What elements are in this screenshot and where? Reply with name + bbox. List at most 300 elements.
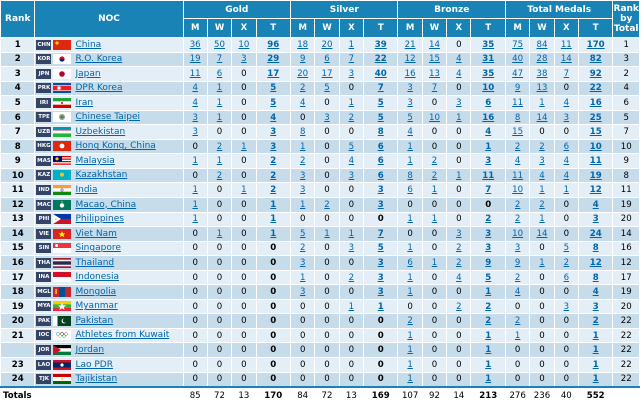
s-w-cell[interactable]: 2 <box>315 198 339 213</box>
t-t-cell[interactable]: 12 <box>578 256 612 271</box>
t-m-cell[interactable]: 1 <box>505 328 529 343</box>
s-x-cell[interactable]: 1 <box>339 299 363 314</box>
g-m-cell[interactable]: 1 <box>183 212 207 227</box>
b-w-cell: 0 <box>422 198 446 213</box>
s-w-cell[interactable]: 5 <box>315 81 339 96</box>
t-t-cell[interactable]: 4 <box>578 198 612 213</box>
table-row <box>1 328 640 343</box>
t-w-cell[interactable]: 28 <box>530 52 554 67</box>
table-row <box>1 227 640 242</box>
b-m-cell[interactable]: 1 <box>398 139 422 154</box>
t-t-cell[interactable]: 1 <box>578 343 612 358</box>
b-x-cell: 0 <box>447 212 471 227</box>
g-w-cell[interactable]: 1 <box>207 154 231 169</box>
b-m-cell[interactable]: 12 <box>398 52 422 67</box>
country-link[interactable]: Iran <box>75 97 94 108</box>
g-m-cell[interactable]: 1 <box>183 183 207 198</box>
s-t-cell[interactable]: 3 <box>364 183 398 198</box>
t-x-cell[interactable]: 3 <box>554 299 578 314</box>
t-t-cell[interactable]: 4 <box>578 285 612 300</box>
s-w-cell[interactable]: 3 <box>315 110 339 125</box>
s-w-cell[interactable]: 17 <box>315 67 339 82</box>
s-x-cell[interactable]: 2 <box>339 110 363 125</box>
t-w-cell[interactable]: 1 <box>530 183 554 198</box>
b-x-cell[interactable]: 4 <box>447 67 471 82</box>
t-x-cell[interactable]: 4 <box>554 154 578 169</box>
t-t-cell[interactable]: 25 <box>578 110 612 125</box>
t-w-cell[interactable]: 1 <box>530 96 554 111</box>
b-t-cell[interactable]: 5 <box>471 270 506 285</box>
b-x-cell[interactable]: 2 <box>447 241 471 256</box>
b-w-cell[interactable]: 1 <box>422 212 446 227</box>
t-t-cell[interactable]: 1 <box>578 328 612 343</box>
g-x-cell: 0 <box>232 372 256 387</box>
g-w-cell[interactable]: 7 <box>207 52 231 67</box>
b-x-cell[interactable]: 1 <box>447 168 471 183</box>
b-t-cell[interactable]: 1 <box>471 372 506 387</box>
g-w-cell: 0 <box>207 343 231 358</box>
t-m-cell[interactable]: 75 <box>505 38 529 53</box>
s-x-cell[interactable]: 3 <box>339 241 363 256</box>
g-t-cell[interactable]: 3 <box>256 125 291 140</box>
g-x-cell[interactable]: 1 <box>232 139 256 154</box>
t-t-cell[interactable]: 3 <box>578 299 612 314</box>
rank-by-total-cell: 10 <box>613 139 640 154</box>
table-row <box>1 358 640 373</box>
country-link[interactable]: Jordan <box>75 345 105 355</box>
s-t-cell[interactable]: 7 <box>364 227 398 242</box>
b-t-cell[interactable]: 1 <box>471 328 506 343</box>
b-m-cell[interactable]: 1 <box>398 328 422 343</box>
b-w-cell[interactable]: 10 <box>422 110 446 125</box>
table-row <box>1 110 640 125</box>
b-w-cell[interactable]: 2 <box>422 168 446 183</box>
country-link[interactable]: Hong Kong, China <box>75 141 156 152</box>
b-m-cell[interactable]: 16 <box>398 67 422 82</box>
noc-code: SIN <box>36 243 51 253</box>
country-link[interactable]: Athletes from Kuwait <box>75 330 170 341</box>
flag-group <box>36 69 72 79</box>
s-x-cell[interactable]: 3 <box>339 168 363 183</box>
t-m-cell[interactable]: 40 <box>505 52 529 67</box>
t-w-cell[interactable]: 14 <box>530 227 554 242</box>
b-t-cell[interactable]: 11 <box>471 168 506 183</box>
t-m-cell[interactable]: 2 <box>505 139 529 154</box>
s-x-cell[interactable]: 1 <box>339 227 363 242</box>
t-x-cell[interactable]: 6 <box>554 139 578 154</box>
s-m-cell[interactable]: 3 <box>291 285 315 300</box>
s-m-cell[interactable]: 18 <box>291 38 315 53</box>
b-t-cell[interactable]: 3 <box>471 227 506 242</box>
s-m-cell[interactable]: 8 <box>291 125 315 140</box>
t-t-cell[interactable]: 15 <box>578 125 612 140</box>
country-link[interactable]: China <box>75 39 102 50</box>
s-m-cell: 0 <box>291 110 315 125</box>
noc-code: LAO <box>37 361 51 368</box>
t-m-cell[interactable]: 9 <box>505 81 529 96</box>
s-x-cell[interactable]: 7 <box>339 52 363 67</box>
b-m-cell[interactable]: 1 <box>398 241 422 256</box>
g-x-cell: 0 <box>232 358 256 373</box>
t-w-cell[interactable]: 4 <box>530 168 554 183</box>
s-m-cell[interactable]: 3 <box>291 168 315 183</box>
b-t-cell[interactable]: 3 <box>471 241 506 256</box>
t-x-cell: 0 <box>554 212 578 227</box>
country-link[interactable]: Malaysia <box>75 155 115 166</box>
s-m-cell[interactable]: 9 <box>291 52 315 67</box>
g-w-cell[interactable]: 1 <box>207 227 231 242</box>
t-w-cell[interactable]: 13 <box>530 81 554 96</box>
noc-cell <box>35 81 183 96</box>
s-t-cell[interactable]: 22 <box>364 52 398 67</box>
country-link[interactable]: DPR Korea <box>75 83 123 94</box>
country-link[interactable]: Tajikistan <box>75 373 118 384</box>
g-m-cell[interactable]: 3 <box>183 110 207 125</box>
t-t-cell[interactable]: 3 <box>578 212 612 227</box>
g-w-cell[interactable]: 50 <box>207 38 231 53</box>
table-row <box>1 314 640 329</box>
b-t-cell[interactable]: 9 <box>471 256 506 271</box>
flag-mac-icon <box>53 200 71 210</box>
t-t-cell[interactable]: 82 <box>578 52 612 67</box>
t-m-cell[interactable]: 4 <box>505 154 529 169</box>
s-t-cell[interactable]: 5 <box>364 241 398 256</box>
s-w-cell[interactable]: 6 <box>315 52 339 67</box>
b-x-cell: 0 <box>447 372 471 387</box>
b-m-cell[interactable]: 8 <box>398 168 422 183</box>
g-x-cell[interactable]: 1 <box>232 183 256 198</box>
gold-sub-header-m: M <box>183 19 207 38</box>
country-link[interactable]: Philippines <box>75 214 124 225</box>
b-m-cell[interactable]: 1 <box>398 154 422 169</box>
g-w-cell[interactable]: 1 <box>207 110 231 125</box>
b-x-cell[interactable]: 3 <box>447 227 471 242</box>
country-link[interactable]: Macao, China <box>75 199 137 210</box>
b-w-cell[interactable]: 1 <box>422 256 446 271</box>
g-m-cell[interactable]: 3 <box>183 125 207 140</box>
g-t-cell[interactable]: 1 <box>256 227 291 242</box>
s-x-cell[interactable]: 4 <box>339 154 363 169</box>
t-x-cell[interactable]: 11 <box>554 38 578 53</box>
noc-cell <box>35 52 183 67</box>
s-m-cell[interactable]: 5 <box>291 227 315 242</box>
g-t-cell[interactable]: 1 <box>256 198 291 213</box>
g-m-cell[interactable]: 1 <box>183 154 207 169</box>
g-m-cell[interactable]: 19 <box>183 52 207 67</box>
b-t-cell[interactable]: 31 <box>471 52 506 67</box>
b-m-cell[interactable]: 6 <box>398 256 422 271</box>
rank-cell: 13 <box>1 212 35 227</box>
s-m-cell[interactable]: 4 <box>291 96 315 111</box>
b-x-cell[interactable]: 1 <box>447 110 471 125</box>
g-m-cell: 0 <box>183 358 207 373</box>
t-x-cell[interactable]: 4 <box>554 168 578 183</box>
g-w-cell[interactable]: 1 <box>207 96 231 111</box>
s-m-cell[interactable]: 20 <box>291 67 315 82</box>
b-t-cell[interactable]: 16 <box>471 110 506 125</box>
flag-pak-icon <box>53 316 71 326</box>
b-w-cell: 0 <box>422 125 446 140</box>
b-t-cell[interactable]: 35 <box>471 38 506 53</box>
g-t-cell[interactable]: 5 <box>256 96 291 111</box>
t-t-cell[interactable]: 1 <box>578 358 612 373</box>
t-m-cell[interactable]: 11 <box>505 96 529 111</box>
t-t-cell[interactable]: 10 <box>578 139 612 154</box>
t-w-cell[interactable]: 14 <box>530 110 554 125</box>
g-t-cell: 0 <box>256 372 291 387</box>
t-x-cell[interactable]: 4 <box>554 96 578 111</box>
country-link[interactable]: Myanmar <box>75 301 118 312</box>
b-t-cell[interactable]: 4 <box>471 125 506 140</box>
s-t-cell[interactable]: 3 <box>364 198 398 213</box>
t-m-cell[interactable]: 15 <box>505 125 529 140</box>
t-m-cell[interactable]: 10 <box>505 227 529 242</box>
b-t-cell[interactable]: 10 <box>471 81 506 96</box>
t-m-cell[interactable]: 9 <box>505 256 529 271</box>
t-x-cell[interactable]: 6 <box>554 270 578 285</box>
b-m-cell[interactable]: 1 <box>398 212 422 227</box>
t-t-cell[interactable]: 11 <box>578 154 612 169</box>
t-m-cell[interactable]: 8 <box>505 110 529 125</box>
country-link[interactable]: Mongolia <box>75 286 117 297</box>
t-m-cell[interactable]: 4 <box>505 285 529 300</box>
s-m-cell[interactable]: 1 <box>291 198 315 213</box>
b-m-cell[interactable]: 1 <box>398 285 422 300</box>
t-t-cell[interactable]: 8 <box>578 241 612 256</box>
b-m-cell[interactable]: 1 <box>398 343 422 358</box>
t-m-cell: 0 <box>505 358 529 373</box>
t-m-cell[interactable]: 3 <box>505 241 529 256</box>
t-m-cell[interactable]: 47 <box>505 67 529 82</box>
t-x-cell[interactable]: 3 <box>554 110 578 125</box>
total-s-t-cell: 169 <box>364 387 398 405</box>
s-t-cell[interactable]: 6 <box>364 154 398 169</box>
t-t-cell[interactable]: 8 <box>578 270 612 285</box>
t-w-cell[interactable]: 2 <box>530 139 554 154</box>
s-t-cell[interactable]: 8 <box>364 125 398 140</box>
t-t-cell[interactable]: 22 <box>578 81 612 96</box>
g-m-cell[interactable]: 4 <box>183 81 207 96</box>
s-t-cell[interactable]: 5 <box>364 110 398 125</box>
s-t-cell[interactable]: 5 <box>364 96 398 111</box>
b-m-cell[interactable]: 1 <box>398 372 422 387</box>
flag-mgl-icon <box>53 287 71 297</box>
b-x-cell[interactable]: 4 <box>447 52 471 67</box>
s-m-cell[interactable]: 3 <box>291 256 315 271</box>
g-w-cell[interactable]: 6 <box>207 67 231 82</box>
g-t-cell[interactable]: 2 <box>256 154 291 169</box>
t-x-cell[interactable]: 5 <box>554 241 578 256</box>
b-m-cell[interactable]: 21 <box>398 38 422 53</box>
b-w-cell[interactable]: 13 <box>422 67 446 82</box>
b-t-cell[interactable]: 1 <box>471 358 506 373</box>
b-w-cell[interactable]: 15 <box>422 52 446 67</box>
t-x-cell[interactable]: 7 <box>554 67 578 82</box>
country-link[interactable]: Pakistan <box>75 315 114 326</box>
country-link[interactable]: India <box>75 184 98 195</box>
t-t-cell[interactable]: 16 <box>578 96 612 111</box>
s-w-cell: 0 <box>315 154 339 169</box>
s-w-cell: 0 <box>315 372 339 387</box>
b-m-cell[interactable]: 1 <box>398 270 422 285</box>
g-m-cell[interactable]: 4 <box>183 96 207 111</box>
country-link[interactable]: Lao PDR <box>75 359 113 370</box>
g-t-cell[interactable]: 1 <box>256 212 291 227</box>
g-t-cell[interactable]: 5 <box>256 81 291 96</box>
s-t-cell[interactable]: 6 <box>364 139 398 154</box>
t-w-cell[interactable]: 2 <box>530 198 554 213</box>
s-m-cell[interactable]: 2 <box>291 154 315 169</box>
g-m-cell: 0 <box>183 285 207 300</box>
silver-sub-header-t: T <box>364 19 398 38</box>
b-t-cell[interactable]: 35 <box>471 67 506 82</box>
t-t-cell[interactable]: 12 <box>578 183 612 198</box>
b-x-cell[interactable]: 4 <box>447 270 471 285</box>
t-m-cell[interactable]: 2 <box>505 198 529 213</box>
t-m-cell: 0 <box>505 372 529 387</box>
noc-code: HKG <box>37 143 51 150</box>
g-t-cell: 0 <box>256 270 291 285</box>
country-link[interactable]: Viet Nam <box>75 228 117 239</box>
b-t-cell[interactable]: 1 <box>471 285 506 300</box>
rank-by-total-cell: 17 <box>613 270 640 285</box>
t-x-cell[interactable]: 2 <box>554 256 578 271</box>
country-link[interactable]: Singapore <box>75 243 121 254</box>
s-t-cell[interactable]: 3 <box>364 256 398 271</box>
t-x-cell[interactable]: 1 <box>554 183 578 198</box>
g-t-cell[interactable]: 3 <box>256 139 291 154</box>
t-m-cell[interactable]: 2 <box>505 314 529 329</box>
s-x-cell[interactable]: 3 <box>339 67 363 82</box>
g-x-cell[interactable]: 10 <box>232 38 256 53</box>
b-m-cell[interactable]: 2 <box>398 314 422 329</box>
b-m-cell[interactable]: 6 <box>398 183 422 198</box>
b-w-cell[interactable]: 2 <box>422 154 446 169</box>
s-t-cell[interactable]: 7 <box>364 81 398 96</box>
b-w-cell[interactable]: 1 <box>422 183 446 198</box>
g-m-cell[interactable]: 1 <box>183 198 207 213</box>
s-m-cell[interactable]: 3 <box>291 183 315 198</box>
b-w-cell[interactable]: 7 <box>422 81 446 96</box>
s-m-cell[interactable]: 1 <box>291 139 315 154</box>
noc-code: JOR <box>36 345 51 355</box>
b-x-cell[interactable]: 3 <box>447 96 471 111</box>
t-w-cell[interactable]: 84 <box>530 38 554 53</box>
country-link[interactable]: Thailand <box>75 257 115 268</box>
g-w-cell[interactable]: 2 <box>207 139 231 154</box>
g-t-cell[interactable]: 17 <box>256 67 291 82</box>
g-t-cell[interactable]: 29 <box>256 52 291 67</box>
g-t-cell[interactable]: 2 <box>256 168 291 183</box>
s-m-cell[interactable]: 2 <box>291 81 315 96</box>
b-t-cell[interactable]: 6 <box>471 96 506 111</box>
g-m-cell[interactable]: 36 <box>183 38 207 53</box>
t-t-cell[interactable]: 24 <box>578 227 612 242</box>
rank-cell: 20 <box>1 314 35 329</box>
b-t-cell[interactable]: 1 <box>471 343 506 358</box>
s-x-cell[interactable]: 1 <box>339 38 363 53</box>
noc-code: IOC <box>36 330 51 340</box>
b-m-cell[interactable]: 4 <box>398 125 422 140</box>
g-w-cell[interactable]: 1 <box>207 81 231 96</box>
b-w-cell: 0 <box>422 328 446 343</box>
g-x-cell[interactable]: 3 <box>232 52 256 67</box>
noc-code: PAK <box>37 317 50 324</box>
t-m-cell[interactable]: 10 <box>505 183 529 198</box>
g-x-cell: 0 <box>232 328 256 343</box>
t-m-cell[interactable]: 11 <box>505 168 529 183</box>
t-w-cell[interactable]: 1 <box>530 256 554 271</box>
b-m-cell[interactable]: 5 <box>398 110 422 125</box>
b-m-cell[interactable]: 3 <box>398 96 422 111</box>
t-m-cell[interactable]: 2 <box>505 212 529 227</box>
g-t-cell[interactable]: 96 <box>256 38 291 53</box>
g-t-cell[interactable]: 2 <box>256 183 291 198</box>
s-t-cell[interactable]: 3 <box>364 270 398 285</box>
country-link[interactable]: Uzbekistan <box>75 126 126 137</box>
t-t-cell[interactable]: 170 <box>578 38 612 53</box>
s-m-cell[interactable]: 2 <box>291 241 315 256</box>
g-t-cell[interactable]: 4 <box>256 110 291 125</box>
s-m-cell: 0 <box>291 299 315 314</box>
b-t-cell[interactable]: 1 <box>471 139 506 154</box>
b-t-cell[interactable]: 2 <box>471 212 506 227</box>
g-m-cell[interactable]: 11 <box>183 67 207 82</box>
country-link[interactable]: R.O. Korea <box>75 54 123 65</box>
t-t-cell[interactable]: 19 <box>578 168 612 183</box>
t-w-cell: 0 <box>530 299 554 314</box>
b-m-cell[interactable]: 1 <box>398 358 422 373</box>
noc-code: MYA <box>37 303 51 310</box>
country-link[interactable]: Indonesia <box>75 272 119 283</box>
country-link[interactable]: Kazakhstan <box>75 170 128 181</box>
b-w-cell[interactable]: 14 <box>422 38 446 53</box>
s-x-cell[interactable]: 5 <box>339 139 363 154</box>
t-m-cell[interactable]: 2 <box>505 270 529 285</box>
b-w-cell: 0 <box>422 299 446 314</box>
t-w-cell: 0 <box>530 241 554 256</box>
s-t-cell[interactable]: 6 <box>364 168 398 183</box>
t-t-cell[interactable]: 92 <box>578 67 612 82</box>
t-w-cell[interactable]: 38 <box>530 67 554 82</box>
s-w-cell[interactable]: 20 <box>315 38 339 53</box>
g-w-cell[interactable]: 2 <box>207 168 231 183</box>
t-w-cell[interactable]: 3 <box>530 154 554 169</box>
country-link[interactable]: Japan <box>75 68 101 79</box>
s-t-cell[interactable]: 39 <box>364 38 398 53</box>
b-t-cell[interactable]: 2 <box>471 299 506 314</box>
b-x-cell[interactable]: 2 <box>447 256 471 271</box>
s-t-cell[interactable]: 40 <box>364 67 398 82</box>
s-t-cell[interactable]: 3 <box>364 285 398 300</box>
country-link[interactable]: Chinese Taipei <box>75 112 141 123</box>
b-m-cell[interactable]: 3 <box>398 81 422 96</box>
b-t-cell[interactable]: 3 <box>471 154 506 169</box>
b-t-cell[interactable]: 2 <box>471 314 506 329</box>
t-t-cell[interactable]: 1 <box>578 372 612 387</box>
t-t-cell[interactable]: 2 <box>578 314 612 329</box>
s-t-cell[interactable]: 1 <box>364 299 398 314</box>
b-t-cell[interactable]: 7 <box>471 183 506 198</box>
t-w-cell[interactable]: 1 <box>530 212 554 227</box>
rank-cell: 11 <box>1 183 35 198</box>
b-x-cell[interactable]: 2 <box>447 299 471 314</box>
s-x-cell[interactable]: 2 <box>339 270 363 285</box>
t-x-cell[interactable]: 14 <box>554 52 578 67</box>
s-x-cell[interactable]: 1 <box>339 96 363 111</box>
s-m-cell[interactable]: 1 <box>291 270 315 285</box>
s-w-cell[interactable]: 1 <box>315 227 339 242</box>
